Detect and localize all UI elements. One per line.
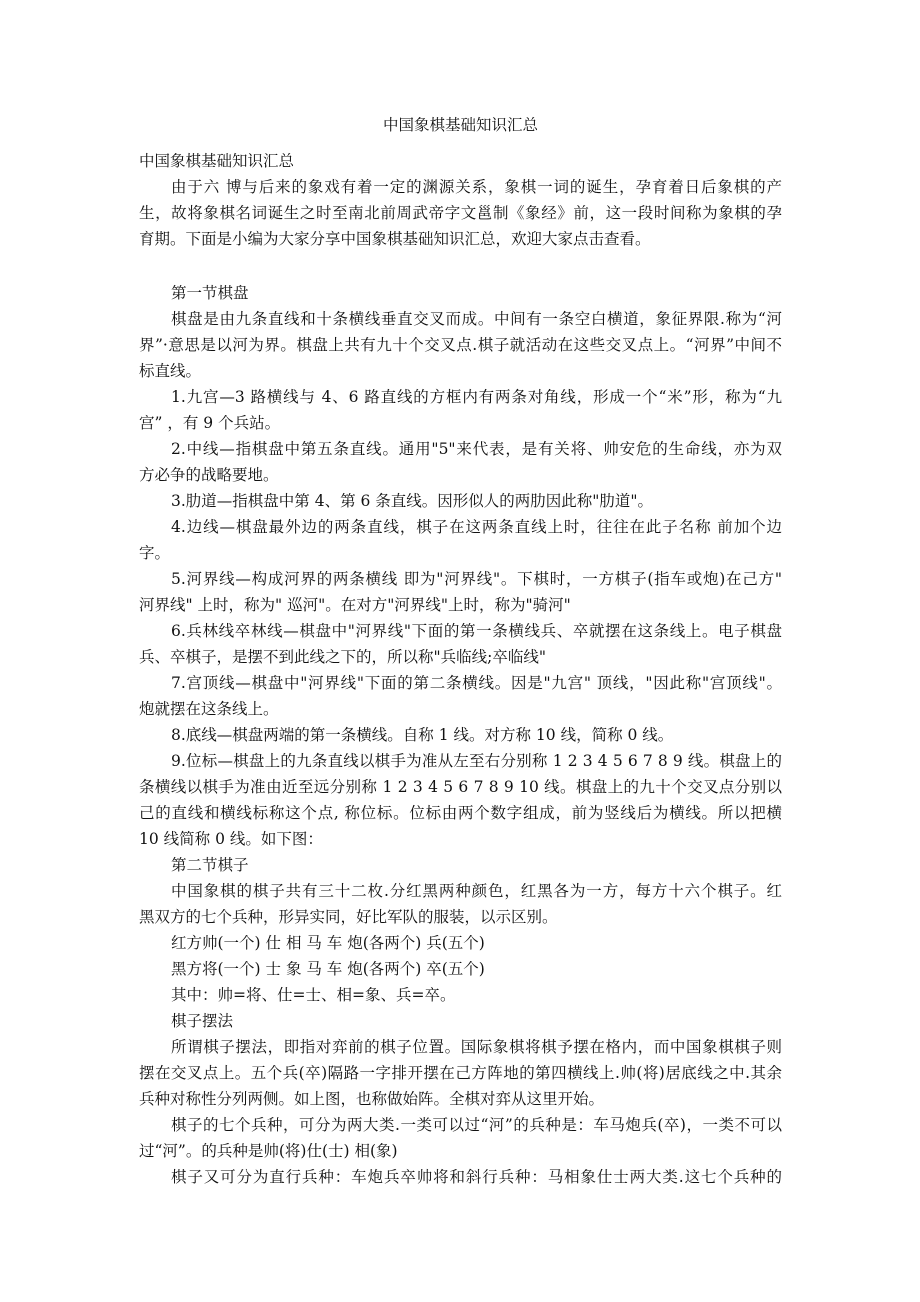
text-line: 1.九宫—3 路横线与 4、6 路直线的方框内有两条对角线，形成一个“米”形，称为“九 <box>171 388 782 406</box>
text-line: 兵、卒棋子，是摆不到此线之下的，所以称"兵临线;卒临线" <box>139 648 546 666</box>
text-line: 界”·意思是以河为界。棋盘上共有九十个交叉点.棋子就活动在这些交叉点上。“河界”中间不 <box>139 336 782 354</box>
section-heading: 第一节棋盘 <box>171 284 249 302</box>
board-paragraph <box>139 306 782 384</box>
text-line: 育期。下面是小编为大家分享中国象棋基础知识汇总，欢迎大家点击查看。 <box>139 230 651 248</box>
equivalence-line: 其中：帅=将、仕=士、相=象、兵=卒。 <box>171 986 456 1004</box>
text-line: 中国象棋的棋子共有三十二枚.分红黑两种颜色，红黑各为一方，每方十六个棋子。红 <box>171 882 782 900</box>
list-item <box>139 670 782 722</box>
text-line: 河界线" 上时，称为" 巡河"。在对方"河界线"上时，称为"骑河" <box>139 596 571 614</box>
section-heading: 第二节棋子 <box>171 856 249 874</box>
text-line: 己的直线和横线标称这个点, 称位标。位标由两个数字组成，前为竖线后为横线。所以把横 <box>139 804 782 822</box>
list-item <box>139 748 782 852</box>
document-title: 中国象棋基础知识汇总 <box>382 116 538 134</box>
list-item <box>139 488 782 514</box>
pieces-paragraph <box>139 878 782 930</box>
list-item <box>139 436 782 488</box>
text-line: 10 线简称 0 线。如下图： <box>139 830 323 848</box>
text-line: 兵种对称性分列两侧。如上图，也称做始阵。全棋对弈从这里开始。 <box>139 1090 605 1108</box>
text-line: 棋子又可分为直行兵种：车炮兵卒帅将和斜行兵种：马相象仕士两大类.这七个兵种的 <box>171 1168 782 1186</box>
text-line: 6.兵林线卒林线—棋盘中"河界线"下面的第一条横线兵、卒就摆在这条线上。电子棋盘 <box>171 622 782 640</box>
text-line: 棋盘是由九条直线和十条横线垂直交叉而成。中间有一条空白横道，象征界限.称为“河 <box>171 310 782 328</box>
text-line: 由于六 博与后来的象戏有着一定的渊源关系，象棋一词的诞生，孕育着日后象棋的产 <box>171 178 782 196</box>
types-paragraph <box>139 1112 782 1164</box>
list-item <box>139 566 782 618</box>
text-line: 2.中线—指棋盘中第五条直线。通用"5"来代表，是有关将、帅安危的生命线，亦为双 <box>171 440 782 458</box>
text-line: 字。 <box>139 544 171 562</box>
text-line: 3.肋道—指棋盘中第 4、第 6 条直线。因形似人的两肋因此称"肋道"。 <box>171 492 654 510</box>
list-item <box>139 722 782 748</box>
text-line: 所谓棋子摆法，即指对弈前的棋子位置。国际象棋将棋予摆在格内，而中国象棋棋子则 <box>171 1038 782 1056</box>
text-line: 过“河”。的兵种是帅(将)仕(士) 相(象) <box>139 1142 398 1160</box>
moves-paragraph <box>139 1164 782 1190</box>
text-line: 宫” ，有 9 个兵站。 <box>139 414 281 432</box>
text-line: 棋子的七个兵种，可分为两大类.一类可以过“河”的兵种是：车马炮兵(卒)，一类不可以 <box>171 1116 782 1134</box>
list-item <box>139 618 782 670</box>
black-pieces-line: 黑方将(一个) 士 象 马 车 炮(各两个) 卒(五个) <box>171 960 485 978</box>
subsection-heading: 棋子摆法 <box>171 1012 234 1030</box>
text-line: 标直线。 <box>139 362 202 380</box>
list-item <box>139 514 782 566</box>
list-item <box>139 384 782 436</box>
text-line: 摆在交叉点上。五个兵(卒)隔路一字排开摆在己方阵地的第四横线上.帅(将)居底线之中.其余 <box>139 1064 782 1082</box>
setup-paragraph <box>139 1034 782 1112</box>
document-page <box>139 112 782 1190</box>
text-line: 黑双方的七个兵种，形异实同，好比军队的服装，以示区别。 <box>139 908 558 926</box>
text-line: 条横线以棋手为准由近至远分别称 1 2 3 4 5 6 7 8 9 10 线。棋盘上的九十个交叉点分别以 <box>139 778 782 796</box>
intro-paragraph <box>139 174 782 252</box>
text-line: 7.宫顶线—棋盘中"河界线"下面的第二条横线。因是"九宫" 顶线，"因此称"宫顶线"。 <box>171 674 782 692</box>
text-line: 方必争的战略要地。 <box>139 466 279 484</box>
text-line: 9.位标—棋盘上的九条直线以棋手为准从左至右分别称 1 2 3 4 5 6 7 8 9 线。棋盘上的 <box>171 752 782 770</box>
text-line: 生，故将象棋名词诞生之时至南北前周武帝字文邕制《象经》前，这一段时间称为象棋的孕 <box>139 204 782 222</box>
red-pieces-line: 红方帅(一个) 仕 相 马 车 炮(各两个) 兵(五个) <box>171 934 485 952</box>
text-line: 8.底线—棋盘两端的第一条横线。自称 1 线。对方称 10 线，简称 0 线。 <box>171 726 674 744</box>
document-heading: 中国象棋基础知识汇总 <box>139 152 295 170</box>
text-line: 炮就摆在这条线上。 <box>139 700 279 718</box>
text-line: 5.河界线—构成河界的两条横线 即为"河界线"。下棋时，一方棋子(指车或炮)在己方" <box>171 570 782 588</box>
text-line: 4.边线—棋盘最外边的两条直线，棋子在这两条直线上时，往往在此子名称 前加个边 <box>171 518 782 536</box>
